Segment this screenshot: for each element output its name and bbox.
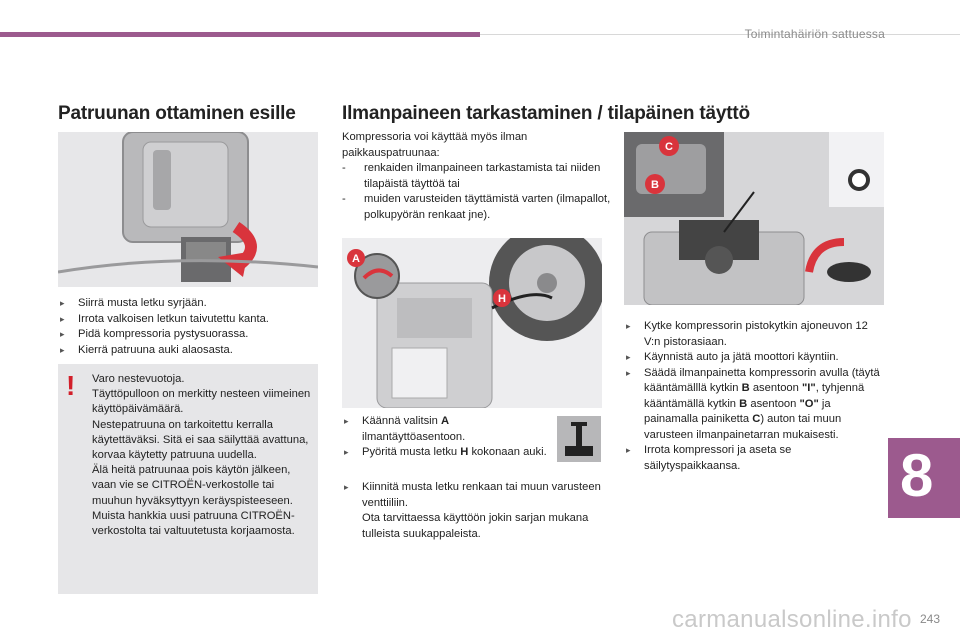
cartridge-illustration <box>58 132 318 287</box>
fill-steps-2 <box>342 480 602 542</box>
callout-b-label: B <box>651 179 659 191</box>
callout-a-label: A <box>352 253 360 265</box>
photo-cartridge <box>58 132 318 287</box>
compressor-icon <box>557 416 601 462</box>
fill-steps <box>342 414 552 461</box>
warning-icon: ! <box>66 370 76 401</box>
compressor-steps <box>624 319 886 474</box>
list-item: ▸ Kytke kompressorin pistokytkin ajoneuvon 12 V:n pistorasiaan. <box>624 319 886 350</box>
compressor-controls-illustration <box>624 132 884 305</box>
list-item: ▸ Pyöritä musta letku H kokonaan auki. <box>342 445 552 461</box>
page-number: 243 <box>919 612 940 626</box>
list-item: ▸ Kierrä patruuna auki alaosasta. <box>58 343 328 359</box>
section-title: Toimintahäiriön sattuessa <box>744 27 885 41</box>
list-item: ▸ Pidä kompressoria pystysuorassa. <box>58 327 328 343</box>
warning-box <box>58 364 318 594</box>
heading-pressure-check: Ilmanpaineen tarkastaminen / tilapäinen täyttö <box>342 103 750 124</box>
intro-text <box>342 130 612 223</box>
list-item: ▸ Irrota valkoisen letkun taivutettu kanta. <box>58 312 328 328</box>
callout-c-label: C <box>665 141 673 153</box>
list-item: ▸ Siirrä musta letku syrjään. <box>58 296 328 312</box>
top-rule <box>480 34 960 35</box>
intro-item: - muiden varusteiden täyttämistä varten (ilmapallot, polkupyörän renkaat jne). <box>342 192 612 223</box>
compressor-wheel-illustration <box>342 238 602 408</box>
list-item: ▸ Säädä ilmanpainetta kompressorin avulla (täytä kääntämälllä kytkin B asentoon "I", tyhjennä kääntämällä kytkin B asentoon "O" ja painamalla painiketta C) auton tai muun varusteen ilmanpainetarran mukaisesti. <box>624 366 886 444</box>
intro-paragraph: Kompressoria voi käyttää myös ilman paikkauspatruunaa: <box>342 131 528 159</box>
footer-watermark: carmanualsonline.info <box>672 606 912 633</box>
callout-h-label: H <box>498 293 506 305</box>
list-item: ▸ Kiinnitä musta letku renkaan tai muun varusteen venttiiliin. Ota tarvittaessa käyttöön jokin sarjan mukana tulleista suukappaleista. <box>342 480 602 542</box>
heading-cartridge-removal: Patruunan ottaminen esille <box>58 103 296 124</box>
intro-item: - renkaiden ilmanpaineen tarkastamista tai niiden tilapäistä täyttöä tai <box>342 161 612 192</box>
compressor-pictogram <box>557 416 601 462</box>
list-item: ▸ Käynnistä auto ja jätä moottori käyntiin. <box>624 350 886 366</box>
list-item: ▸ Irrota kompressori ja aseta se säilytyspaikkaansa. <box>624 443 886 474</box>
photo-compressor-controls <box>624 132 884 305</box>
chapter-number: 8 <box>900 442 934 509</box>
warning-text: Varo nestevuotoja. Täyttöpulloon on merkitty nesteen viimeinen käyttöpäivämäärä. Nestepatruuna on tarkoitettu kerralla käytettäväksi. Sitä ei saa säilyttää avattuna, korvaa käytetty patruuna uudella. Älä heitä patruunaa pois käytön jälkeen, vaan vie se CITROËN-verkostolle tai muuhun hyväksyttyyn keräyspisteeseen. Muista hankkia uusi patruuna CITROËN-verkostolta tai valtuutetusta korjaamosta. <box>92 373 311 538</box>
list-item: ▸ Käännä valitsin A ilmantäyttöasentoon. <box>342 414 552 445</box>
cartridge-steps <box>58 296 328 358</box>
photo-compressor-wheel <box>342 238 602 408</box>
top-accent-bar <box>0 32 480 37</box>
